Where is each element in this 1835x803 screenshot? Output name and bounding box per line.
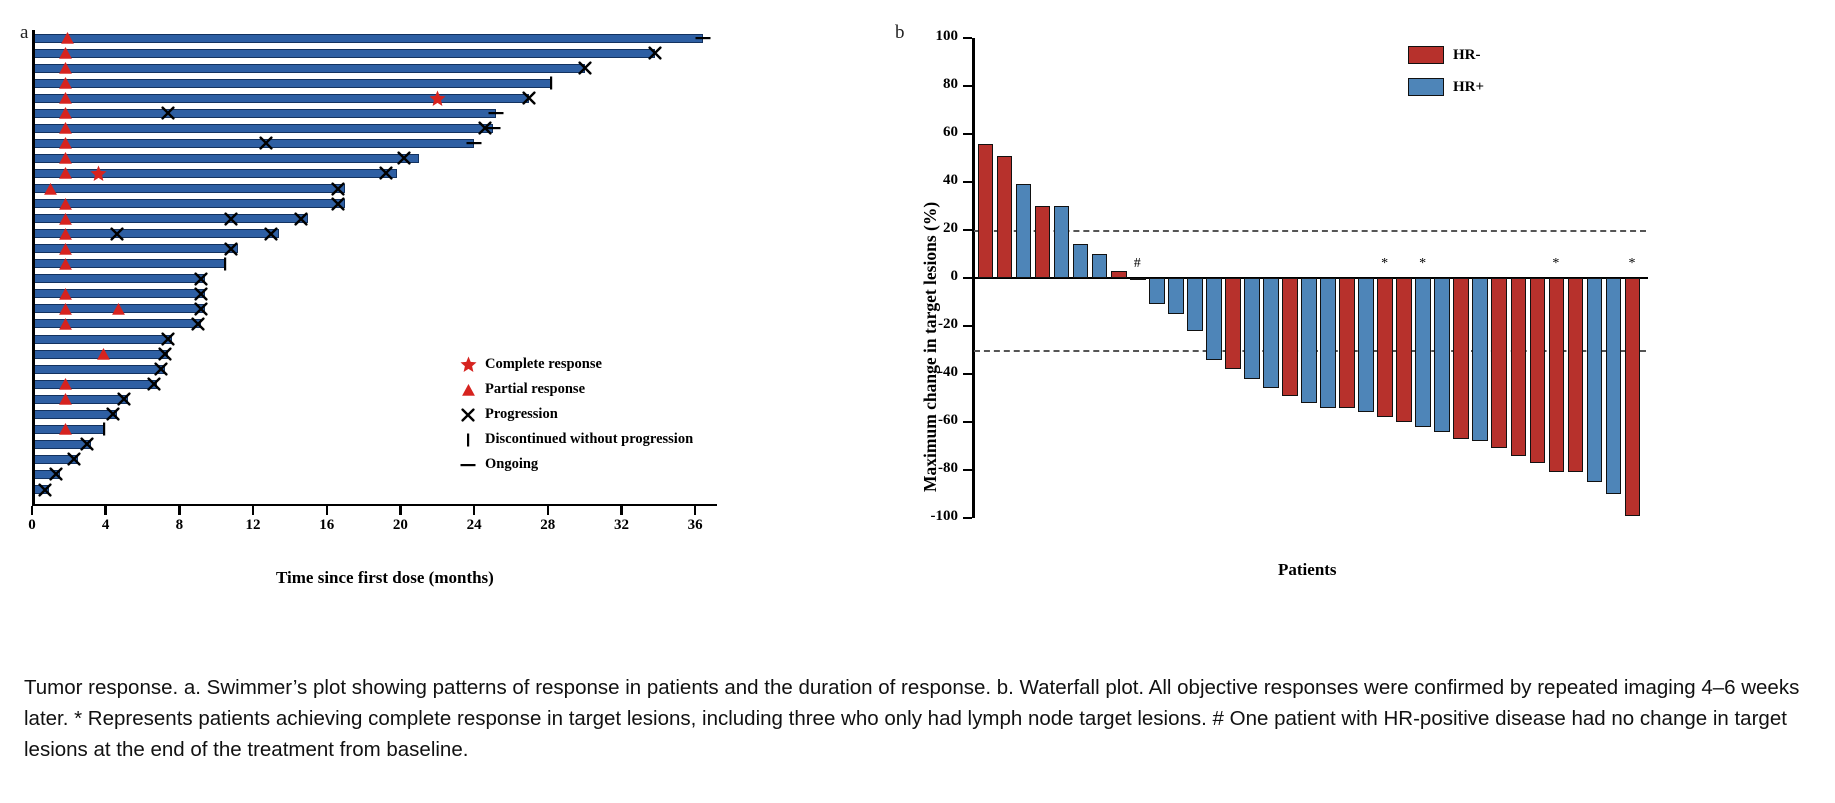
swimmer-marker-triangle [59,213,72,225]
swimmer-legend [455,352,745,477]
figure-caption: Tumor response. a. Swimmer’s plot showing patterns of response in patients and the duration of response. b. Waterfall plot. All objective responses were confirmed by repeated imaging 4–6 weeks later. * Represents patients achieving complete response in target lesions, including three who only had lymph node target lesions. # One patient with HR-positive disease had no change in target lesions at the end of the treatment from baseline. [24,676,1800,761]
waterfall-bar [1587,278,1603,482]
waterfall-bar [1168,278,1184,314]
waterfall-y-tick-label: 100 [935,28,958,44]
waterfall-x-axis-title: Patients [1278,560,1337,579]
swimmer-marker-progression [522,91,536,105]
swimmer-marker-triangle [59,378,72,390]
swimmer-bar [32,169,397,178]
swimmer-marker-progression [38,483,52,497]
swimmer-legend-label: Complete response [485,356,602,372]
swimmer-marker-progression [224,242,238,256]
waterfall-bar-annotation: * [1381,256,1389,271]
swimmer-legend-item [455,402,745,427]
waterfall-y-tick [963,421,972,424]
swimmer-x-tick-label: 24 [466,516,482,533]
swimmer-bar [32,64,585,73]
legend-horizontal-bar-icon [455,454,481,476]
swimmer-marker-discontinued [548,76,554,90]
waterfall-bar [1530,278,1546,463]
swimmer-marker-progression [191,317,205,331]
swimmer-bar [32,139,474,148]
swimmer-x-tick [31,506,34,515]
swimmer-bar [32,274,205,283]
panel-a-letter: a [20,22,29,43]
panel-b-letter: b [895,22,905,43]
waterfall-y-tick-label: 80 [943,76,958,92]
waterfall-legend-swatch [1408,46,1444,64]
swimmer-marker-triangle [59,47,72,59]
swimmer-marker-progression [194,272,208,286]
swimmer-marker-triangle [44,183,57,195]
swimmer-x-tick [104,506,107,515]
swimmer-marker-triangle [59,258,72,270]
swimmer-bar [32,184,345,193]
waterfall-bar-annotation: * [1628,256,1636,271]
waterfall-reference-line [974,230,1646,232]
swimmer-marker-triangle [59,393,72,405]
waterfall-bar [1320,278,1336,408]
waterfall-bar [1206,278,1222,360]
waterfall-legend-item [1408,74,1484,100]
waterfall-bar [1073,244,1089,278]
swimmer-marker-triangle [59,228,72,240]
swimmer-x-tick-label: 20 [392,516,408,533]
waterfall-y-tick [963,133,972,136]
swimmer-bar [32,395,128,404]
swimmer-marker-triangle [59,152,72,164]
swimmer-marker-progression [194,302,208,316]
waterfall-bar [1092,254,1108,278]
swimmer-bar [32,319,201,328]
swimmer-bar [32,79,551,88]
swimmer-legend-item [455,427,745,452]
swimmer-marker-progression [578,61,592,75]
swimmer-marker-ongoing [466,140,482,146]
waterfall-bar [1225,278,1241,369]
swimmer-legend-item [455,452,745,477]
swimmer-marker-ongoing [485,125,501,131]
swimmer-plot-panel [0,0,900,600]
waterfall-y-tick [963,325,972,328]
waterfall-bar [1263,278,1279,388]
swimmer-marker-progression [117,392,131,406]
waterfall-bar [1568,278,1584,472]
waterfall-y-tick [963,469,972,472]
waterfall-legend-swatch [1408,78,1444,96]
legend-triangle-icon [455,379,481,401]
waterfall-bar [1434,278,1450,432]
swimmer-marker-progression [379,166,393,180]
waterfall-bar [1339,278,1355,408]
swimmer-bar [32,380,157,389]
swimmer-x-tick-label: 12 [245,516,261,533]
waterfall-bar [1511,278,1527,456]
waterfall-legend [1408,42,1484,106]
swimmer-marker-progression [194,287,208,301]
swimmer-legend-label: Ongoing [485,456,539,472]
waterfall-y-tick-label: 0 [950,268,958,284]
swimmer-marker-complete [90,165,107,182]
swimmer-legend-label: Partial response [485,381,586,397]
waterfall-y-tick [963,373,972,376]
legend-vertical-bar-icon [455,429,481,451]
swimmer-marker-discontinued [222,257,228,271]
swimmer-bar [32,94,529,103]
swimmer-bar [32,154,419,163]
waterfall-y-tick [963,277,972,280]
swimmer-marker-progression [259,136,273,150]
waterfall-bar [1187,278,1203,331]
swimmer-x-tick-label: 16 [319,516,335,533]
swimmer-bar [32,34,703,43]
swimmer-marker-triangle [59,318,72,330]
waterfall-bar-annotation: * [1552,256,1560,271]
swimmer-marker-complete [429,90,446,107]
swimmer-marker-discontinued [101,422,107,436]
swimmer-marker-progression [648,46,662,60]
swimmer-marker-progression [49,467,63,481]
waterfall-bar [1453,278,1469,439]
waterfall-y-tick-label: -40 [938,364,958,380]
swimmer-x-tick [399,506,402,515]
waterfall-bar [1282,278,1298,396]
swimmer-legend-item [455,352,745,377]
swimmer-x-tick [252,506,255,515]
swimmer-x-tick-label: 0 [28,516,36,533]
legend-star-icon [455,354,481,376]
waterfall-y-tick-label: 40 [943,172,958,188]
waterfall-bar [1016,184,1032,278]
swimmer-bar [32,214,308,223]
swimmer-marker-triangle [59,303,72,315]
swimmer-bar [32,109,496,118]
swimmer-x-tick-label: 28 [540,516,556,533]
swimmer-marker-triangle [59,243,72,255]
swimmer-marker-triangle [59,423,72,435]
swimmer-marker-triangle [112,303,125,315]
swimmer-marker-progression [158,347,172,361]
swimmer-legend-item [455,377,745,402]
swimmer-marker-progression [264,227,278,241]
waterfall-y-axis-title: Maximum change in target lesions (%) [920,201,940,492]
waterfall-bar [1625,278,1641,516]
swimmer-marker-triangle [59,122,72,134]
waterfall-plot-panel [895,0,1835,600]
swimmer-x-tick-label: 4 [101,516,110,533]
waterfall-y-tick-label: -80 [938,460,958,476]
waterfall-bar [1491,278,1507,448]
waterfall-bar [1111,271,1127,278]
swimmer-x-axis-title: Time since first dose (months) [276,568,494,587]
swimmer-marker-triangle [59,107,72,119]
swimmer-marker-progression [161,332,175,346]
swimmer-marker-triangle [59,92,72,104]
swimmer-marker-progression [294,212,308,226]
swimmer-marker-triangle [59,77,72,89]
waterfall-y-tick [963,37,972,40]
waterfall-legend-label: HR- [1453,46,1481,63]
swimmer-x-tick-label: 36 [687,516,703,533]
swimmer-bar [32,199,345,208]
swimmer-marker-progression [110,227,124,241]
waterfall-y-tick [963,85,972,88]
swimmer-marker-progression [147,377,161,391]
waterfall-bar [978,144,994,278]
swimmer-marker-triangle [59,167,72,179]
swimmer-x-axis-line [32,504,717,507]
swimmer-x-tick [473,506,476,515]
waterfall-bar [1130,278,1146,280]
waterfall-bar [1415,278,1431,427]
waterfall-legend-label: HR+ [1453,78,1485,95]
waterfall-bar [1035,206,1051,278]
swimmer-x-tick [620,506,623,515]
waterfall-bar [1549,278,1565,472]
waterfall-bar [1301,278,1317,403]
waterfall-bar-annotation: # [1133,256,1141,271]
waterfall-bar [1149,278,1165,304]
waterfall-bar [1377,278,1393,417]
waterfall-bar-annotation: * [1419,256,1427,271]
swimmer-legend-label: Progression [485,406,558,422]
waterfall-bar [997,156,1013,278]
swimmer-marker-triangle [59,62,72,74]
swimmer-marker-progression [331,197,345,211]
swimmer-x-tick [547,506,550,515]
waterfall-bar [1358,278,1374,412]
waterfall-y-tick-label: -20 [938,316,958,332]
waterfall-legend-item [1408,42,1484,68]
waterfall-y-tick-label: -100 [930,508,958,524]
swimmer-marker-progression [161,106,175,120]
waterfall-y-tick-label: 60 [943,124,958,140]
swimmer-marker-progression [106,407,120,421]
waterfall-y-tick-label: -60 [938,412,958,428]
swimmer-marker-progression [67,452,81,466]
swimmer-marker-triangle [59,288,72,300]
swimmer-marker-triangle [59,137,72,149]
legend-x-icon [455,404,481,426]
swimmer-marker-progression [397,151,411,165]
swimmer-marker-progression [331,182,345,196]
waterfall-bar [1396,278,1412,422]
waterfall-y-tick [963,181,972,184]
swimmer-bar [32,410,117,419]
waterfall-bar [1606,278,1622,494]
swimmer-marker-triangle [59,198,72,210]
swimmer-legend-label: Discontinued without progression [485,431,694,447]
swimmer-x-tick-label: 32 [613,516,629,533]
swimmer-y-axis-line [32,30,35,506]
waterfall-y-tick [963,229,972,232]
swimmer-x-tick-label: 8 [175,516,184,533]
swimmer-marker-progression [154,362,168,376]
swimmer-marker-triangle [97,348,110,360]
waterfall-bar [1244,278,1260,379]
waterfall-y-tick [963,517,972,520]
waterfall-bar [1472,278,1488,441]
swimmer-marker-progression [224,212,238,226]
swimmer-marker-ongoing [488,110,504,116]
swimmer-marker-triangle [61,32,74,44]
waterfall-bar [1054,206,1070,278]
swimmer-bar [32,365,165,374]
swimmer-bar [32,124,493,133]
swimmer-x-tick [694,506,697,515]
swimmer-x-tick [326,506,329,515]
waterfall-y-tick-label: 20 [943,220,958,236]
swimmer-bar [32,49,655,58]
swimmer-marker-progression [80,437,94,451]
swimmer-marker-ongoing [695,35,711,41]
swimmer-bar [32,335,172,344]
swimmer-x-tick [178,506,181,515]
